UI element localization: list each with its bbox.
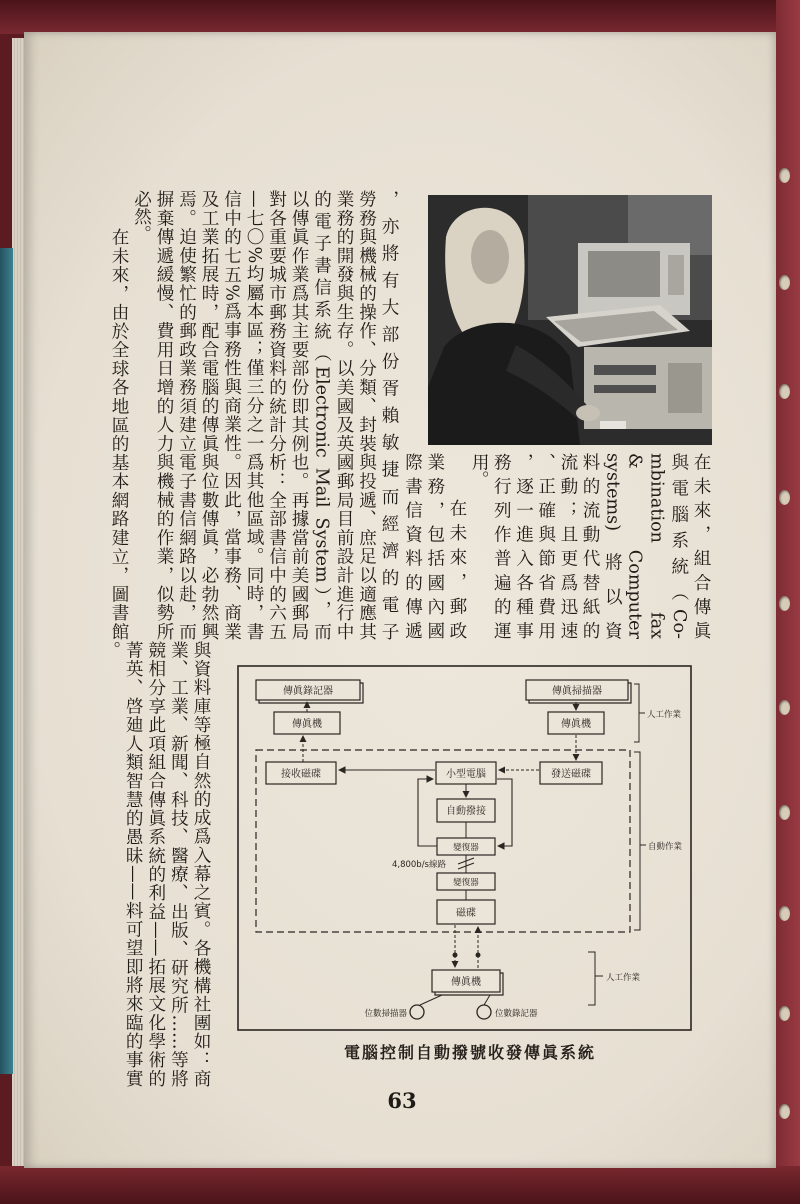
page-number: 63 — [387, 1088, 417, 1113]
diagram-label-fax-machine-receive: 傳眞機 — [292, 719, 322, 730]
text-column: 在未來，郵政 — [446, 499, 467, 639]
binding-hole — [779, 1104, 790, 1119]
binding-hole — [779, 168, 790, 183]
text-column: mbination fax — [646, 453, 667, 639]
text-column: 在未來，組合傳眞 — [691, 453, 711, 639]
diagram-arrow — [418, 779, 437, 846]
digital-recorder-node — [477, 1005, 491, 1019]
diagram-label-receive-disk: 接收磁碟 — [281, 769, 321, 780]
text-column: ，亦將有大部份胥賴敏捷而經濟的電子 — [379, 190, 399, 640]
text-block-upper-left — [108, 190, 401, 640]
diagram-label-disk: 磁碟 — [456, 908, 476, 919]
book-cover-top — [0, 0, 800, 34]
figure-caption: 電腦控制自動撥號收發傳眞系統 — [343, 1043, 596, 1062]
diagram-label-fax-machine-digital: 傳眞機 — [451, 977, 481, 988]
diagram-label-send-disk: 發送磁碟 — [551, 769, 591, 780]
text-column: 與電腦系統（Co- — [668, 453, 689, 639]
text-column: 業、工業、新聞、科技、醫療、出版、研究所……等將 — [168, 641, 189, 1087]
text-column: 際書信資料的傳遞 — [402, 453, 423, 639]
text-column: 的電子書信系統（Electronic Mail System），而 — [311, 190, 332, 640]
text-column: 流動；且更爲迅速 — [557, 453, 578, 639]
binding-hole — [779, 906, 790, 921]
text-column: 勞務與機械的操作、分類、封裝與投遞、庶足以適應其 — [356, 190, 377, 640]
binding-hole — [779, 275, 790, 290]
text-column: 業務，包括國內國 — [424, 453, 445, 639]
text-column: 、正確與節省費用 — [535, 453, 556, 639]
diagram-label-automatic: 自動作業 — [648, 842, 683, 852]
binding-hole — [779, 490, 790, 505]
diagram-arrow — [497, 779, 512, 846]
text-column: 在未來，由於全球各地區的基本網路建立，圖書館 — [109, 228, 129, 640]
diagram-bracket — [634, 752, 646, 930]
text-column: 及工業拓展時，配合電腦的傳眞與位數傳眞，必勃然興 — [199, 190, 219, 640]
text-column: —七〇%均屬本區；僅三分之一爲其他區域。同時，書 — [244, 190, 264, 640]
text-column: 。 — [100, 641, 121, 659]
diagram-label-digital-recorder: 位數錄記器 — [495, 1009, 538, 1019]
diagram-label-modem-upper: 變復器 — [453, 843, 479, 853]
text-column: 用。 — [469, 453, 490, 489]
binding-hole — [779, 805, 790, 820]
text-column: 必然。 — [131, 190, 152, 243]
diagram-label-fax-recorder: 傳眞錄記器 — [283, 686, 333, 697]
diagram-label-modem-lower: 變復器 — [453, 878, 479, 888]
diagram-label-minicomputer: 小型電腦 — [446, 769, 486, 780]
book-cover-bottom — [0, 1166, 800, 1204]
diagram-label-auto-dialer: 自動撥接 — [446, 806, 486, 817]
binding-hole — [779, 384, 790, 399]
diagram-label-manual-top: 人工作業 — [647, 710, 682, 720]
photo-woman-at-terminal — [428, 195, 712, 445]
diagram-bracket — [588, 952, 603, 1005]
text-column: 焉。迫使繁忙的郵政業務須建立電子書信網路以赴，而 — [176, 190, 197, 640]
binding-hole — [779, 700, 790, 715]
digital-scanner-node — [410, 1005, 424, 1019]
text-column: 業務的開發與生存。以美國及英國郵局目前設計進行中 — [334, 190, 354, 640]
text-column: 以傳眞作業爲其主要部份即其例也。再據當前美國郵局 — [289, 190, 309, 640]
text-column: 信中的七五%爲事務性與商業性。因此，當事務、商業 — [221, 190, 242, 640]
diagram-bracket — [634, 684, 645, 742]
text-column: 摒棄傳遞緩慢、費用日增的人力與機械的作業，似勢所 — [154, 190, 174, 640]
diagram-label-manual-bottom: 人工作業 — [606, 973, 641, 983]
diagram-label-digital-scanner: 位數掃描器 — [364, 1009, 407, 1019]
diagram-label-line-speed: 4,800b/s線路 — [391, 860, 446, 870]
text-column: & Computer — [624, 453, 645, 639]
diagram-line — [420, 995, 442, 1005]
text-block-lower-left — [99, 641, 212, 1087]
text-column: 菁英、啓廸人類智慧的愚昧——料可望即將來臨的事實 — [123, 641, 144, 1087]
binding-hole — [779, 1006, 790, 1021]
diagram-label-fax-scanner: 傳眞掃描器 — [552, 686, 602, 697]
text-column: 料的流動代替紙的 — [580, 453, 601, 639]
diagram-label-fax-machine-send: 傳眞機 — [561, 719, 591, 730]
diagram-line — [484, 995, 490, 1005]
text-column: systems) 將以資 — [602, 453, 623, 639]
text-column: ，逐一進入各種事 — [513, 453, 534, 639]
text-column: 務行列作普遍的運 — [491, 453, 512, 639]
binding-hole — [779, 596, 790, 611]
text-column: 競相分享此項組合傳眞系統的利益——拓展文化學術的 — [145, 641, 166, 1087]
text-block-under-photo — [401, 453, 712, 639]
text-column: 與資料庫等極自然的成爲入幕之賓。各機構社團如：商 — [191, 641, 211, 1087]
text-column: 對各重要城市郵務資料的統計分析：全部書信中的六五 — [266, 190, 287, 640]
bookmark-ribbon — [0, 248, 13, 1074]
fax-system-diagram — [230, 655, 700, 1040]
